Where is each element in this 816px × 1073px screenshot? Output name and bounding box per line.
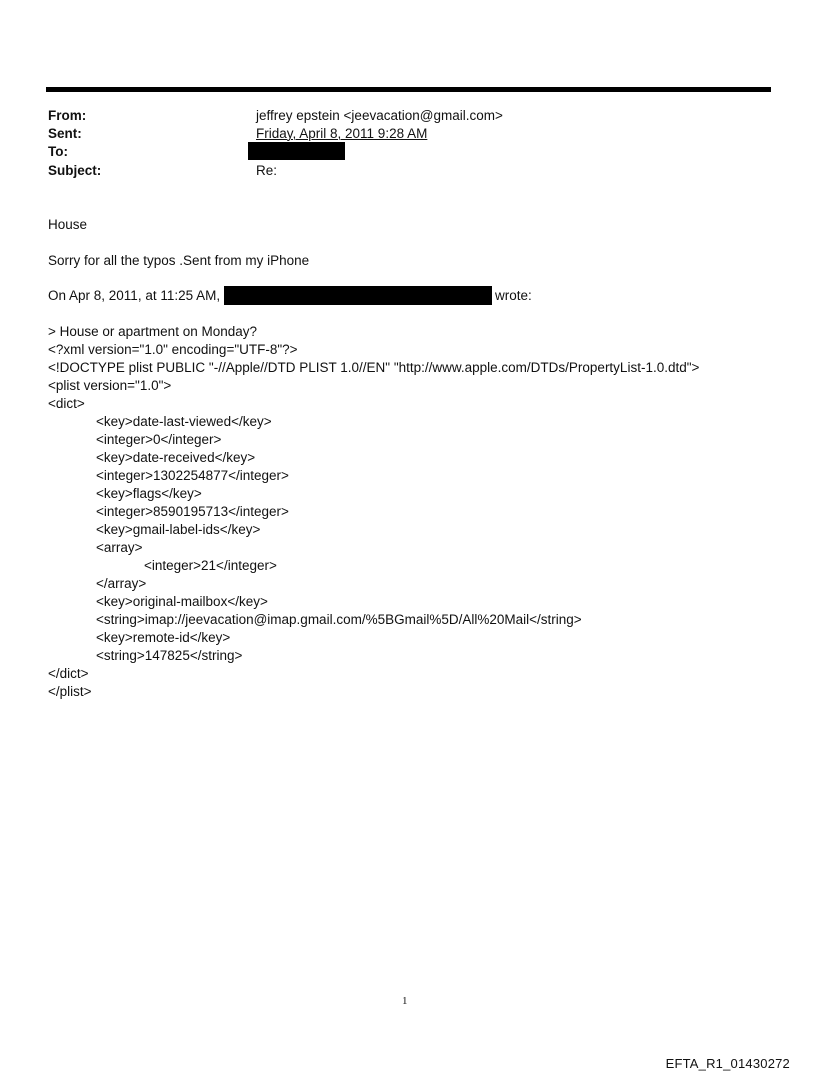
plist-line: <key>remote-id</key> [96,630,231,645]
plist-line: <!DOCTYPE plist PUBLIC "-//Apple//DTD PLIST 1.0//EN" "http://www.apple.com/DTDs/PropertyList-1.0.dtd"> [48,360,700,375]
sender-redaction [224,286,492,305]
plist-line: <string>147825</string> [96,648,243,663]
plist-line: <plist version="1.0"> [48,378,172,393]
plist-line: <key>original-mailbox</key> [96,594,268,609]
plist-line: <string>imap://jeevacation@imap.gmail.com/%5BGmail%5D/All%20Mail</string> [96,612,582,627]
plist-line: <integer>21</integer> [144,558,277,573]
subject-label: Subject: [48,163,102,178]
page-number: 1 [402,995,408,1007]
bates-number: EFTA_R1_01430272 [665,1056,790,1071]
quote-attribution-suffix: wrote: [495,288,532,303]
quote-attribution-prefix: On Apr 8, 2011, at 11:25 AM, [48,288,221,303]
sent-label: Sent: [48,126,82,141]
plist-line: <key>flags</key> [96,486,202,501]
from-label: From: [48,108,87,123]
plist-line: <integer>8590195713</integer> [96,504,289,519]
header-rule [46,87,771,92]
subject-value: Re: [256,163,278,178]
sent-value: Friday, April 8, 2011 9:28 AM [256,126,428,141]
quoted-question: > House or apartment on Monday? [48,324,257,339]
plist-line: <key>date-last-viewed</key> [96,414,272,429]
plist-line: </plist> [48,684,92,699]
body-line-house: House [48,217,88,232]
from-value: jeffrey epstein <jeevacation@gmail.com> [256,108,503,123]
to-redaction [248,142,345,160]
plist-line: <dict> [48,396,85,411]
plist-line: <?xml version="1.0" encoding="UTF-8"?> [48,342,298,357]
plist-line: </array> [96,576,147,591]
body-line-typos: Sorry for all the typos .Sent from my iPhone [48,253,310,268]
plist-line: </dict> [48,666,89,681]
plist-line: <integer>1302254877</integer> [96,468,289,483]
plist-line: <integer>0</integer> [96,432,222,447]
plist-line: <key>gmail-label-ids</key> [96,522,261,537]
to-label: To: [48,144,68,159]
plist-line: <key>date-received</key> [96,450,256,465]
plist-line: <array> [96,540,143,555]
